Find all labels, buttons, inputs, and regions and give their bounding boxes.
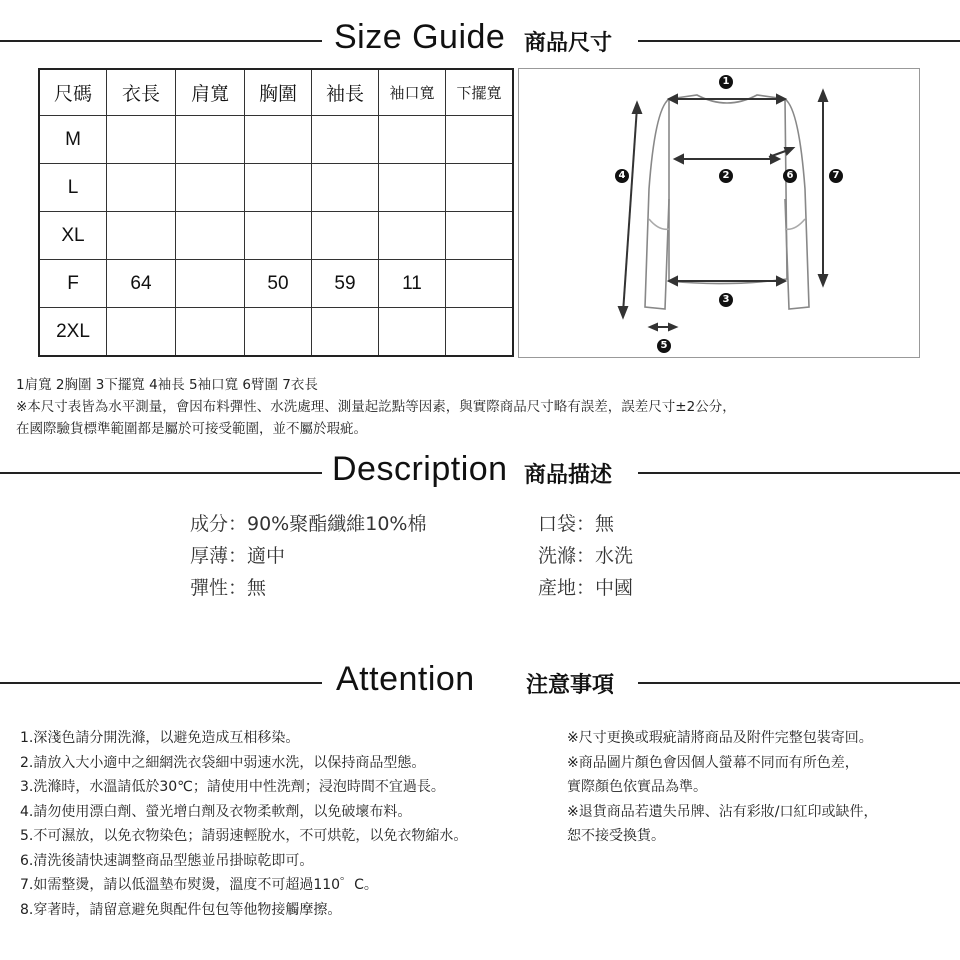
size-notes	[16, 374, 736, 440]
wash-text: 洗滌：水洗	[538, 545, 634, 567]
attention-title: Attention	[336, 660, 475, 698]
table-cell	[176, 260, 245, 308]
column-header: 尺碼	[39, 69, 107, 116]
table-cell	[379, 212, 446, 260]
list-item: 恕不接受換貨。	[567, 828, 665, 844]
marker-2: 2	[719, 169, 733, 183]
divider	[0, 682, 322, 684]
table-row	[39, 212, 513, 260]
list-item: 5.不可濕放，以免衣物染色；請弱速輕脫水，不可烘乾，以免衣物縮水。	[20, 828, 468, 844]
divider	[638, 682, 960, 684]
marker-7: 7	[829, 169, 843, 183]
marker-1: 1	[719, 75, 733, 89]
description-right	[538, 508, 633, 604]
attention-care-list	[20, 726, 467, 922]
list-item: 2.請放入大小適中之細網洗衣袋細中弱速水洗，以保持商品型態。	[20, 754, 426, 771]
list-item: ※商品圖片顏色會因個人螢幕不同而有所色差，	[567, 754, 859, 771]
marker-6: 6	[783, 169, 797, 183]
column-header: 下擺寬	[446, 69, 514, 116]
description-title: Description	[332, 450, 508, 488]
measurement-diagram	[518, 68, 920, 358]
garment-sketch-icon	[519, 69, 919, 357]
table-cell: 64	[107, 260, 176, 308]
list-item: 6.清洗後請快速調整商品型態並吊掛晾乾即可。	[20, 852, 314, 869]
table-cell	[446, 212, 514, 260]
divider	[0, 40, 322, 42]
table-cell	[245, 164, 312, 212]
marker-3: 3	[719, 293, 733, 307]
divider	[0, 472, 322, 474]
column-header: 衣長	[107, 69, 176, 116]
attention-header	[0, 660, 960, 706]
size-label: 2XL	[39, 308, 107, 357]
list-item: ※尺寸更換或瑕疵請將商品及附件完整包裝寄回。	[567, 730, 873, 746]
size-label: F	[39, 260, 107, 308]
marker-4: 4	[615, 169, 629, 183]
table-row	[39, 164, 513, 212]
size-table-header-row	[39, 69, 513, 116]
list-item: 3.洗滌時，水溫請低於30℃；請使用中性洗劑；浸泡時間不宜過長。	[20, 779, 445, 795]
size-guide-header	[0, 18, 960, 64]
divider	[638, 472, 960, 474]
list-item: 8.穿著時，請留意避免與配件包包等他物接觸摩擦。	[20, 901, 342, 918]
table-cell	[176, 116, 245, 164]
table-row	[39, 116, 513, 164]
table-row	[39, 260, 513, 308]
table-cell	[312, 164, 379, 212]
table-cell	[312, 116, 379, 164]
table-cell	[176, 212, 245, 260]
table-cell: 59	[312, 260, 379, 308]
table-cell	[379, 116, 446, 164]
table-cell	[176, 308, 245, 357]
description-left	[190, 508, 426, 604]
size-label: XL	[39, 212, 107, 260]
table-cell	[245, 116, 312, 164]
column-header: 肩寬	[176, 69, 245, 116]
description-header	[0, 450, 960, 496]
table-cell	[379, 164, 446, 212]
size-label: L	[39, 164, 107, 212]
divider	[638, 40, 960, 42]
attention-title-zh: 注意事項	[526, 673, 615, 698]
list-item: 實際顏色依實品為準。	[567, 779, 707, 795]
table-cell: 50	[245, 260, 312, 308]
table-cell	[107, 308, 176, 357]
size-table	[38, 68, 514, 357]
note-line: 1肩寬 2胸圍 3下擺寬 4袖長 5袖口寬 6臂圍 7衣長	[16, 377, 318, 393]
table-cell	[107, 212, 176, 260]
list-item: 4.請勿使用漂白劑、螢光增白劑及衣物柔軟劑，以免破壞布料。	[20, 803, 412, 820]
note-line: ※本尺寸表皆為水平測量，會因布料彈性、水洗處理、測量起訖點等因素，與實際商品尺寸略有誤差，誤差尺寸±2公分，	[16, 399, 736, 415]
column-header: 胸圍	[245, 69, 312, 116]
table-cell	[446, 308, 514, 357]
table-cell	[379, 308, 446, 357]
list-item: ※退貨商品若遺失吊牌、沾有彩妝/口紅印或缺件，	[567, 803, 878, 820]
pocket-text: 口袋：無	[538, 513, 615, 535]
list-item: 1.深淺色請分開洗滌，以避免造成互相移染。	[20, 730, 300, 746]
note-line: 在國際驗貨標準範圍都是屬於可接受範圍，並不屬於瑕疵。	[16, 421, 367, 437]
table-cell	[312, 212, 379, 260]
material-text: 成分：90%聚酯纖維10%棉	[190, 513, 427, 535]
table-cell	[446, 260, 514, 308]
table-cell	[176, 164, 245, 212]
elasticity-text: 彈性：無	[190, 577, 267, 599]
column-header: 袖長	[312, 69, 379, 116]
size-guide-title: Size Guide	[334, 18, 506, 56]
list-item: 7.如需整燙，請以低溫墊布熨燙，溫度不可超過110゜C。	[20, 877, 378, 893]
table-cell	[446, 164, 514, 212]
origin-text: 產地：中國	[538, 577, 634, 599]
description-title-zh: 商品描述	[524, 463, 613, 488]
table-cell	[245, 212, 312, 260]
table-row	[39, 308, 513, 357]
size-guide-title-zh: 商品尺寸	[524, 31, 613, 56]
table-cell: 11	[379, 260, 446, 308]
marker-5: 5	[657, 339, 671, 353]
size-label: M	[39, 116, 107, 164]
table-cell	[107, 164, 176, 212]
table-cell	[446, 116, 514, 164]
table-cell	[107, 116, 176, 164]
table-cell	[245, 308, 312, 357]
attention-return-list	[567, 726, 877, 849]
column-header: 袖口寬	[379, 69, 446, 116]
thickness-text: 厚薄：適中	[190, 545, 286, 567]
table-cell	[312, 308, 379, 357]
